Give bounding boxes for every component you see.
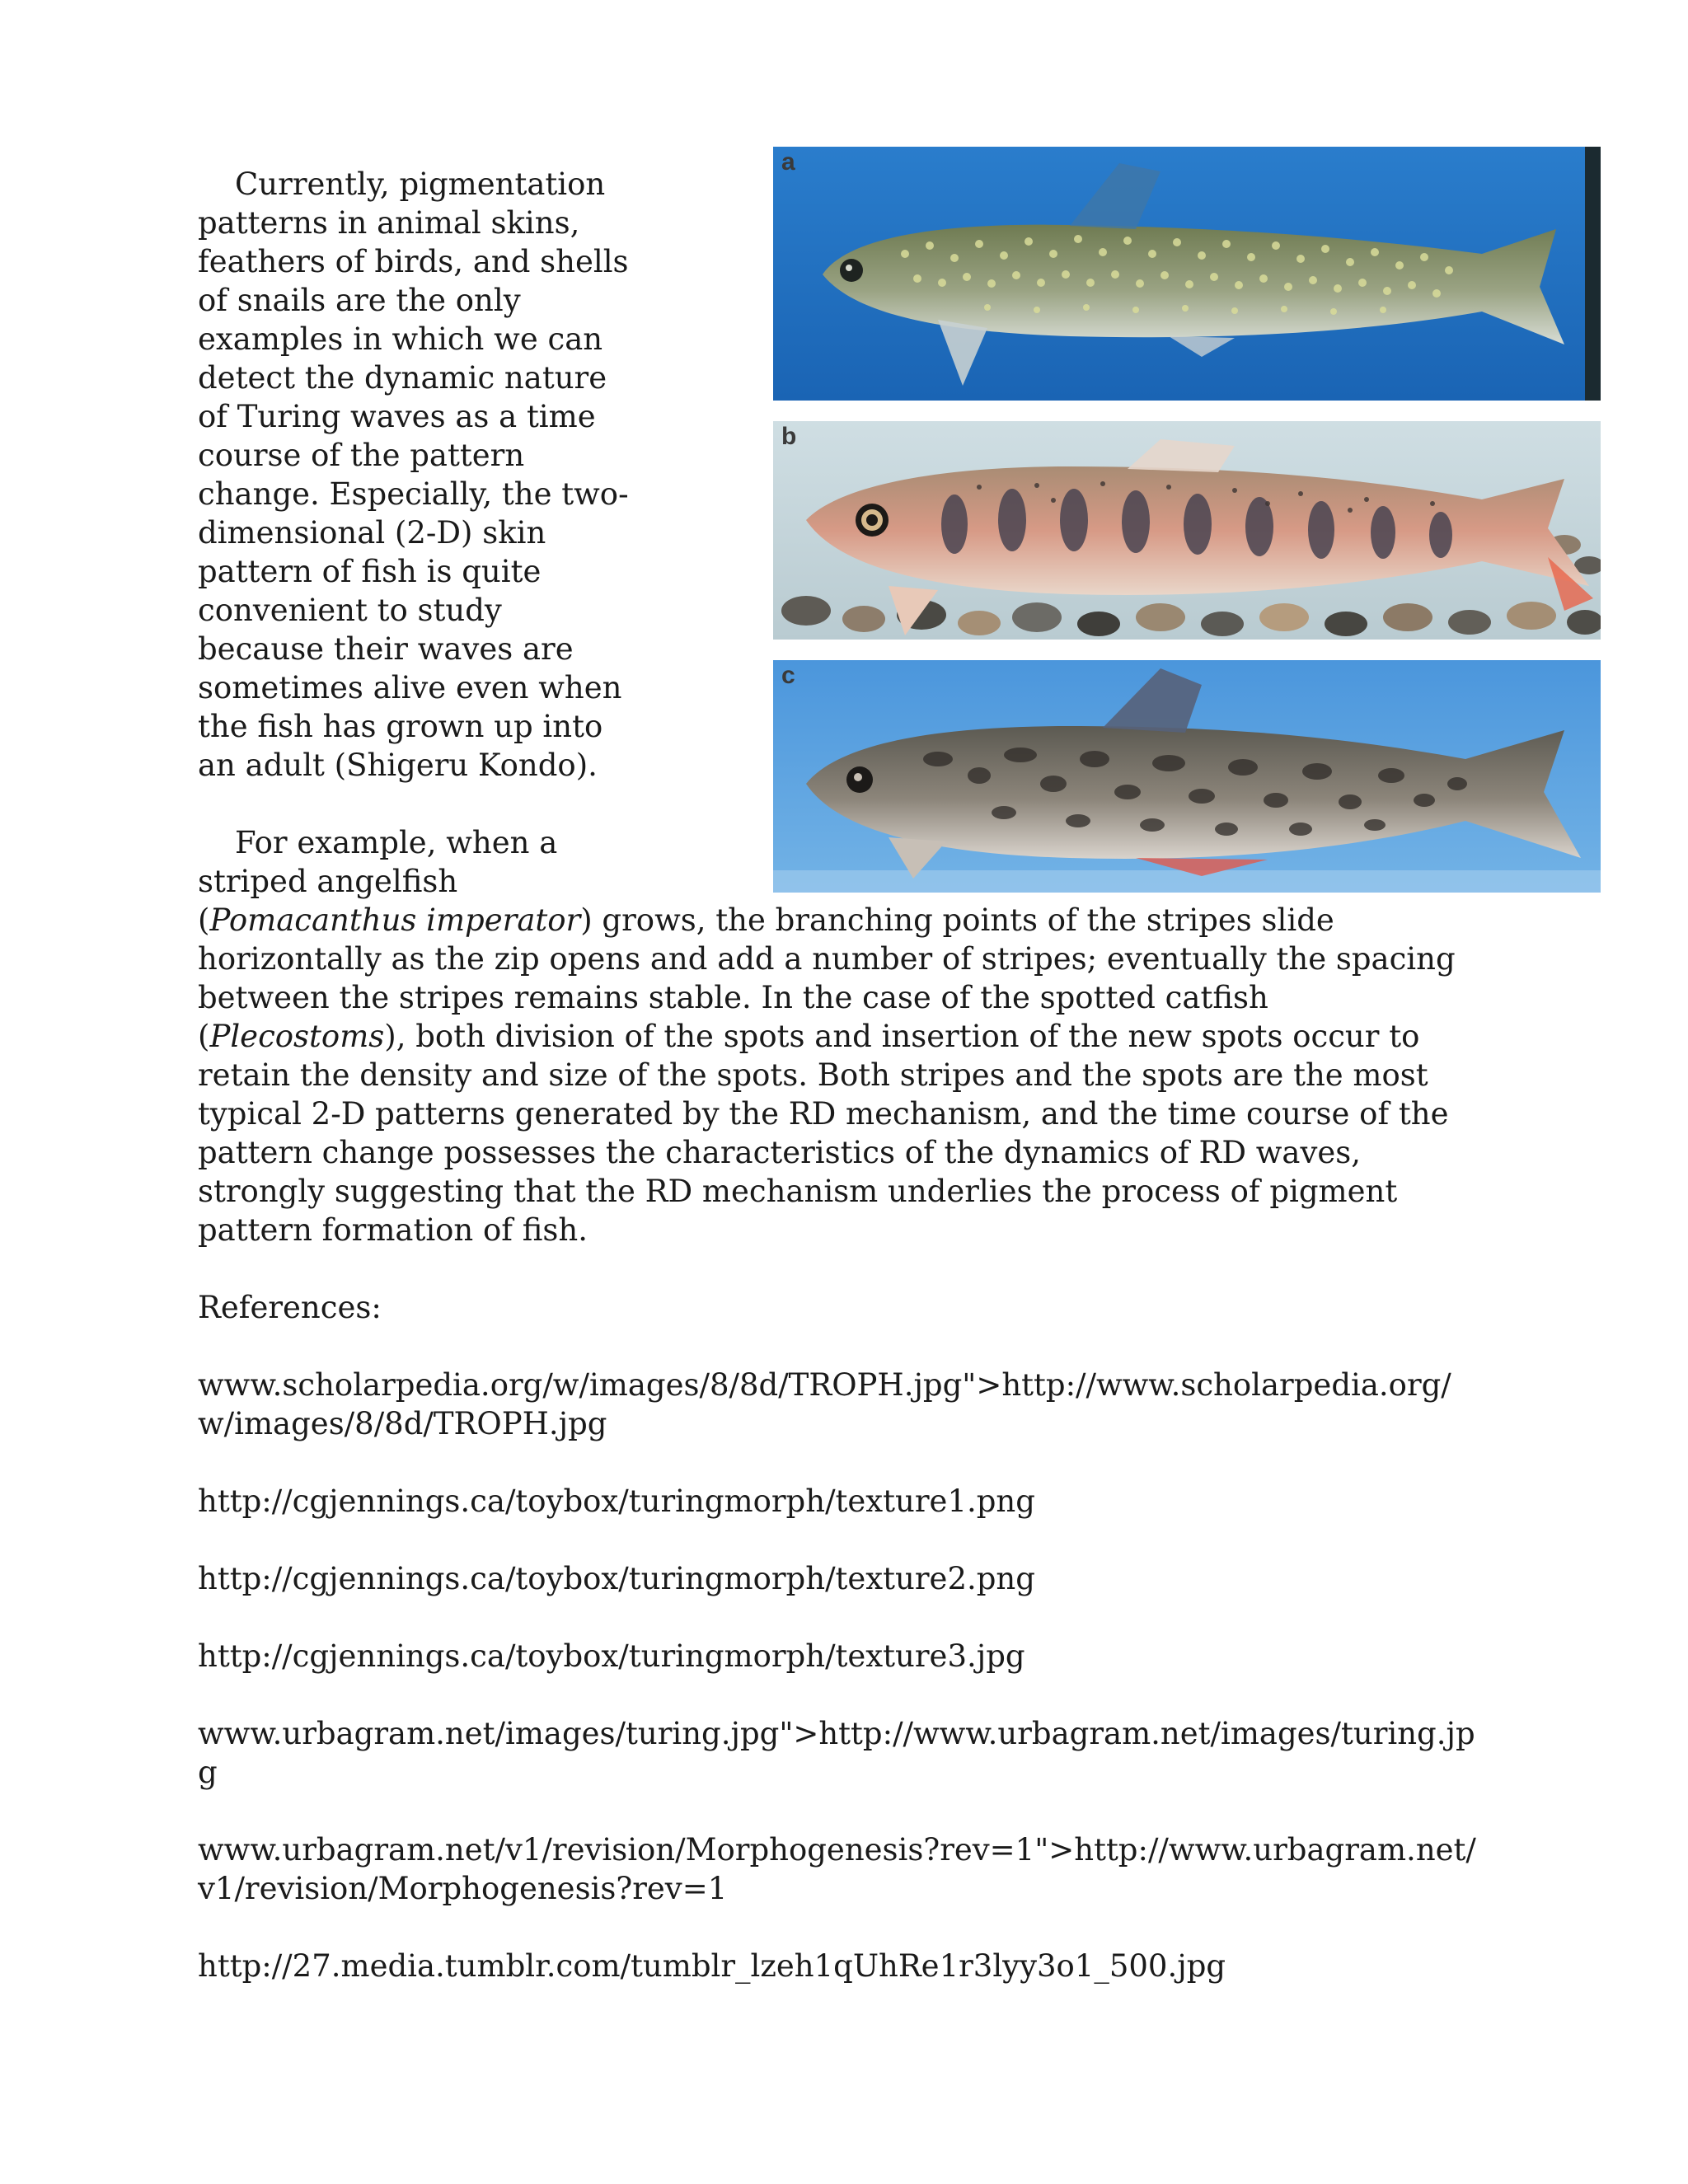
reference-link[interactable]: http://27.media.tumblr.com/tumblr_lzeh1qUhRe1r3lyy3o1_500.jpg — [198, 1948, 1226, 1984]
paragraph-2-part-2: ) grows, the branching points of the stripes slide horizontally as the zip opens and add a number of stripes; eventually the spacing between the stripes remains stable. In the case of the spotted catfish ( — [198, 902, 1456, 1054]
panel-label-c: c — [781, 662, 795, 689]
references-heading: References: — [198, 1290, 382, 1325]
reference-link[interactable]: www.urbagram.net/images/turing.jpg">http://www.urbagram.net/images/turing.jpg — [198, 1716, 1475, 1790]
figure-spacer — [635, 165, 1484, 898]
species-name-catfish: Plecostoms — [209, 1019, 385, 1054]
reference-link[interactable]: http://cgjennings.ca/toybox/turingmorph/texture3.jpg — [198, 1638, 1025, 1674]
paragraph-1: Currently, pigmentation patterns in animal skins, feathers of birds, and shells of snails are the only examples in which we can detect the dynamic nature of Turing waves as a time course of the pattern change. Especially, the two-dimensional (2-D) skin pattern of fish is quite convenient to study because their waves are sometimes alive even when the fish has grown up into an adult (Shigeru Kondo). — [198, 166, 629, 783]
reference-link[interactable]: http://cgjennings.ca/toybox/turingmorph/texture2.png — [198, 1561, 1035, 1596]
panel-label-a: a — [781, 148, 795, 176]
paragraph-2-part-3: ), both division of the spots and insertion of the new spots occur to retain the density and size of the spots. Both stripes and the spots are the most typical 2-D patterns generated by the RD mechanism, and the time course of the pattern change possesses the characteristics of the dynamics of RD waves, strongly suggesting that the RD mechanism underlies the process of pigment pattern formation of fish. — [198, 1019, 1449, 1248]
reference-link[interactable]: http://cgjennings.ca/toybox/turingmorph/texture1.png — [198, 1483, 1035, 1519]
species-name-angelfish: Pomacanthus imperator — [209, 902, 581, 938]
paragraph-2-part-1: For example, when a striped angelfish ( — [198, 825, 558, 938]
references-section — [198, 1288, 1484, 1985]
reference-link[interactable]: www.scholarpedia.org/w/images/8/8d/TROPH.jpg">http://www.scholarpedia.org/w/images/8/8d/TROPH.jpg — [198, 1367, 1451, 1441]
article-body — [198, 165, 1484, 2024]
reference-link[interactable]: www.urbagram.net/v1/revision/Morphogenesis?rev=1">http://www.urbagram.net/v1/revision/Morphogenesis?rev=1 — [198, 1832, 1476, 1906]
panel-label-b: b — [781, 423, 797, 450]
